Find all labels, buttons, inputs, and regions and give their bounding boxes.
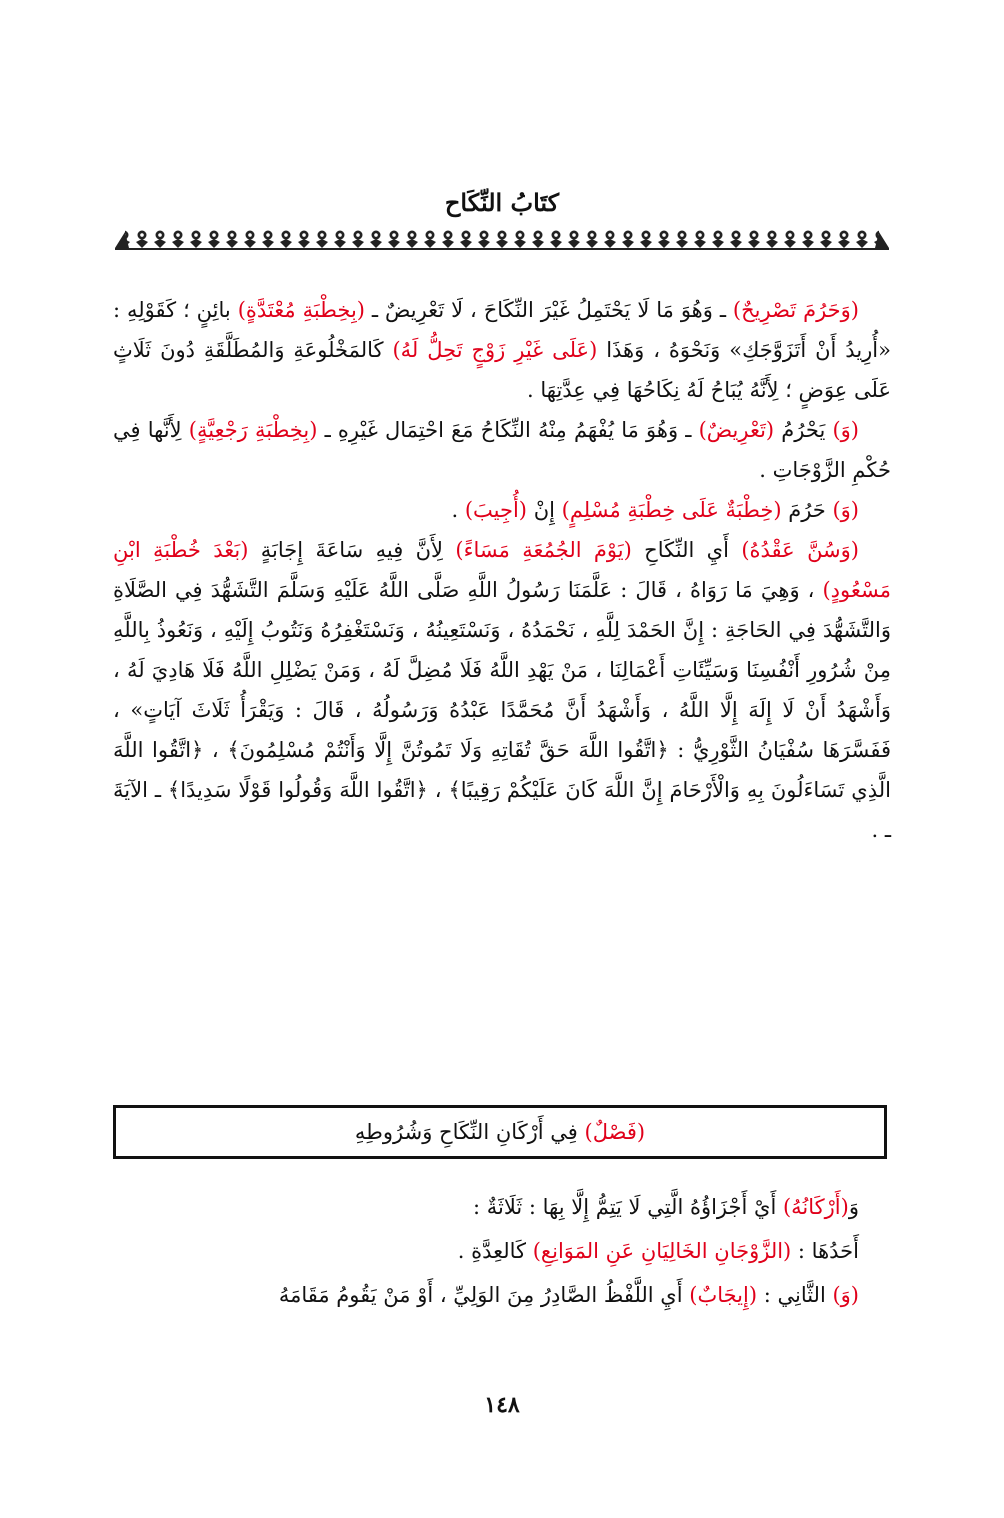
body-text: الثَّانِي :	[757, 1283, 833, 1307]
highlighted-text: (بِخِطْبَةِ رَجْعِيَّةٍ)	[188, 418, 318, 442]
main-text	[113, 290, 891, 850]
highlighted-text: (يَوْمَ الجُمُعَةِ مَسَاءً)	[455, 538, 632, 562]
chapter-title: كتَابُ النِّكَاح	[444, 188, 560, 217]
page-number: ١٤٨	[484, 1392, 520, 1418]
section-text	[113, 1185, 891, 1317]
ornament-pattern-icon	[115, 228, 889, 250]
section-heading-box	[113, 1105, 887, 1159]
highlighted-text: (بَعْدَ خُطْبَةِ ابْنِ مَسْعُودٍ)	[113, 538, 891, 602]
paragraph	[113, 1273, 891, 1317]
body-text: ـ وَهُوَ مَا يُفْهَمُ مِنْهُ النِّكَاحُ مَعَ احْتِمَال غَيْرِهِ ـ	[317, 418, 699, 442]
body-text: أَيْ أَجْزَاؤُهُ الَّتِي لَا يَتِمُّ إِلَّا بِهَا : ثَلَاثَةٌ :	[472, 1195, 783, 1219]
ornament-divider	[115, 228, 889, 250]
body-text: كَالمَخْلُوعَةِ وَالمُطَلَّقَةِ دُونَ ثَلَاثٍ عَلَى عِوَضٍ ؛ لِأَنَّهُ يُبَاحُ لَهُ نِكَاحُهَا فِي عِدَّتِهَا .	[113, 338, 891, 402]
body-text: أَيِ النِّكَاحِ	[631, 538, 742, 562]
highlighted-text: (عَلَى غَيْرِ زَوْجٍ تَحِلُّ لَهُ)	[392, 338, 598, 362]
body-text: .	[451, 498, 465, 522]
paragraph	[113, 1229, 891, 1273]
body-text: ، وَهِيَ مَا رَوَاهُ ، قَالَ : عَلَّمَنَا رَسُولُ اللَّهِ صَلَّى اللَّهُ عَلَيْهِ وَسَلَّمَ التَّشَهُّدَ فِي الصَّلَاةِ وَالتَّشَهُّدَ فِي الحَاجَةِ : إِنَّ الحَمْدَ لِلَّهِ ، نَحْمَدُهُ ، وَنَسْتَعِينُهُ ، وَنَسْتَغْفِرُهُ وَنَتُوبُ إِلَيْهِ ، وَنَعُوذُ بِاللَّهِ مِنْ شُرُورِ أَنْفُسِنَا وَسَيِّئَاتِ أَعْمَالِنَا ، مَنْ يَهْدِ اللَّهُ فَلَا مُضِلَّ لَهُ ، وَمَنْ يَضْلِلِ اللَّهُ فَلَا هَادِيَ لَهُ ، وَأَشْهَدُ أَنْ لَا إِلَهَ إِلَّا اللَّهُ ، وَأَشْهَدُ أَنَّ مُحَمَّدًا عَبْدُهُ وَرَسُولُهُ ، قَالَ : وَيَقْرَأُ ثَلَاثَ آيَاتٍ» ، فَفَسَّرَهَا سُفْيَانُ الثَّوْرِيُّ : ﴿اتَّقُوا اللَّهَ حَقَّ تُقَاتِهِ وَلَا تَمُوتُنَّ إِلَّا وَأَنْتُمْ مُسْلِمُونَ﴾ ، ﴿اتَّقُوا اللَّهَ الَّذِي تَسَاءَلُونَ بِهِ وَالْأَرْحَامَ إِنَّ اللَّهَ كَانَ عَلَيْكُمْ رَقِيبًا﴾ ، ﴿اتَّقُوا اللَّهَ وَقُولُوا قَوْلًا سَدِيدًا﴾ ـ الآيَةَ ـ .	[113, 578, 891, 842]
body-text: إِنْ	[527, 498, 562, 522]
highlighted-text: (خِطْبَةٌ عَلَى خِطْبَةِ مُسْلِمٍ)	[561, 498, 782, 522]
highlighted-text: (الزَّوْجَانِ الخَالِيَانِ عَنِ المَوَانِعِ)	[532, 1239, 792, 1263]
body-text: ـ وَهُوَ مَا لَا يَحْتَمِلُ غَيْرَ النِّكَاحَ ، لَا تَعْرِيضٌ ـ	[365, 298, 733, 322]
paragraph	[113, 1185, 891, 1229]
highlighted-text: (إِيجَابٌ)	[689, 1283, 758, 1307]
paragraph	[113, 490, 891, 530]
highlighted-text: (وَ)	[832, 418, 859, 442]
body-text: لِأَنَّ فِيهِ سَاعَةَ إِجَابَةٍ	[248, 538, 456, 562]
body-text: حَرُمَ	[781, 498, 833, 522]
paragraph	[113, 290, 891, 410]
paragraph	[113, 530, 891, 850]
highlighted-text: (وَسُنَّ عَقْدُهُ)	[741, 538, 859, 562]
highlighted-text: (وَ)	[832, 1283, 859, 1307]
body-text: بائِنٍ ؛ كَقَوْلِهِ : «أُرِيدُ أَنْ أَتَزَوَّجَكِ» وَنَحْوَهُ ، وَهَذَا	[113, 298, 891, 362]
highlighted-text: (وَ)	[832, 498, 859, 522]
body-text: وَ	[848, 1195, 859, 1219]
highlighted-text: (بِخِطْبَةِ مُعْتَدَّةٍ)	[237, 298, 365, 322]
section-heading-text: فِي أَرْكَانِ النِّكَاحِ وَشُرُوطِهِ	[354, 1120, 585, 1144]
paragraph	[113, 410, 891, 490]
body-text: أَيِ اللَّفْظُ الصَّادِرُ مِنَ الوَلِيِّ ، أَوْ مَنْ يَقُومُ مَقَامَهُ	[278, 1283, 690, 1307]
body-text: كَالعِدَّةِ .	[457, 1239, 533, 1263]
body-text: لِأَنَّها فِي حُكْمِ الزَّوْجَاتِ .	[113, 418, 891, 482]
highlighted-text: (وَحَرُمَ تَصْرِيحٌ)	[732, 298, 859, 322]
section-heading-label: (فَصْلٌ)	[584, 1120, 646, 1144]
body-text: أَحَدُهَا :	[791, 1239, 859, 1263]
body-text: يَحْرُمُ	[774, 418, 833, 442]
highlighted-text: (أُجِيبَ)	[464, 498, 528, 522]
highlighted-text: (أَرْكَانُهُ)	[782, 1195, 849, 1219]
highlighted-text: (تَعْرِيضٌ)	[698, 418, 775, 442]
